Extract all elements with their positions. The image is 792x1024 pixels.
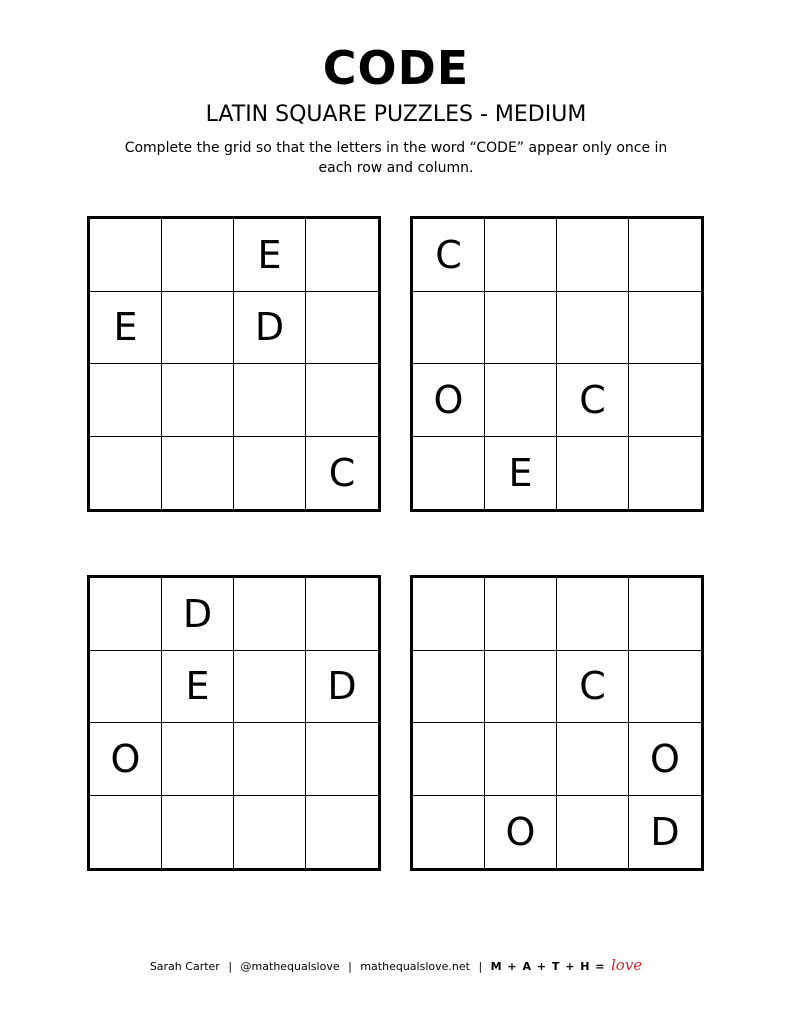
empty-cell[interactable] bbox=[629, 437, 701, 510]
empty-cell[interactable] bbox=[306, 723, 378, 796]
footer-brand-love-logo: love bbox=[611, 956, 643, 974]
empty-cell[interactable] bbox=[413, 796, 485, 869]
empty-cell[interactable] bbox=[306, 796, 378, 869]
footer-separator: | bbox=[228, 960, 233, 973]
empty-cell[interactable] bbox=[162, 796, 234, 869]
puzzle-grid-1 bbox=[87, 216, 381, 512]
empty-cell[interactable] bbox=[557, 437, 629, 510]
given-letter-cell: D bbox=[162, 578, 234, 651]
empty-cell[interactable] bbox=[413, 723, 485, 796]
empty-cell[interactable] bbox=[162, 437, 234, 510]
empty-cell[interactable] bbox=[234, 364, 306, 437]
empty-cell[interactable] bbox=[234, 437, 306, 510]
footer-website[interactable]: mathequalslove.net bbox=[360, 960, 470, 973]
empty-cell[interactable] bbox=[306, 578, 378, 651]
given-letter-cell: E bbox=[90, 292, 162, 365]
given-letter-cell: E bbox=[485, 437, 557, 510]
empty-cell[interactable] bbox=[306, 219, 378, 292]
empty-cell[interactable] bbox=[234, 651, 306, 724]
footer-separator: | bbox=[478, 960, 483, 973]
empty-cell[interactable] bbox=[485, 723, 557, 796]
empty-cell[interactable] bbox=[90, 437, 162, 510]
given-letter-cell: O bbox=[485, 796, 557, 869]
footer-handle[interactable]: @mathequalslove bbox=[240, 960, 340, 973]
given-letter-cell: D bbox=[306, 651, 378, 724]
empty-cell[interactable] bbox=[234, 723, 306, 796]
empty-cell[interactable] bbox=[90, 578, 162, 651]
empty-cell[interactable] bbox=[162, 723, 234, 796]
puzzle-grid-3 bbox=[87, 575, 381, 871]
empty-cell[interactable] bbox=[90, 796, 162, 869]
given-letter-cell: D bbox=[650, 809, 680, 854]
given-letter-cell: O bbox=[629, 723, 701, 796]
empty-cell[interactable] bbox=[162, 364, 234, 437]
empty-cell[interactable] bbox=[557, 219, 629, 292]
empty-cell[interactable] bbox=[485, 219, 557, 292]
given-letter-cell: E bbox=[234, 219, 306, 292]
empty-cell[interactable] bbox=[557, 723, 629, 796]
instructions: Complete the grid so that the letters in the word “CODE” appear only once in each row and column. bbox=[124, 140, 668, 176]
given-letter-cell: C bbox=[328, 450, 356, 495]
footer-separator: | bbox=[348, 960, 352, 973]
empty-cell[interactable] bbox=[413, 292, 485, 365]
given-letter-cell: E bbox=[162, 651, 234, 724]
empty-cell[interactable] bbox=[90, 651, 162, 724]
puzzle-grid-2 bbox=[410, 216, 704, 512]
empty-cell[interactable] bbox=[629, 219, 701, 292]
empty-cell[interactable] bbox=[485, 651, 557, 724]
empty-cell[interactable] bbox=[629, 651, 701, 724]
empty-cell[interactable] bbox=[90, 219, 162, 292]
empty-cell[interactable] bbox=[162, 292, 234, 365]
empty-cell[interactable] bbox=[485, 364, 557, 437]
puzzle-grid-4 bbox=[410, 575, 704, 871]
empty-cell[interactable] bbox=[90, 364, 162, 437]
empty-cell[interactable] bbox=[629, 578, 701, 651]
empty-cell[interactable] bbox=[413, 651, 485, 724]
given-letter-cell: C bbox=[557, 651, 629, 724]
empty-cell[interactable] bbox=[629, 292, 701, 365]
given-letter-cell: O bbox=[90, 723, 162, 796]
empty-cell[interactable] bbox=[162, 219, 234, 292]
empty-cell[interactable] bbox=[557, 292, 629, 365]
footer-author: Sarah Carter bbox=[149, 960, 220, 973]
empty-cell[interactable] bbox=[557, 796, 629, 869]
empty-cell[interactable] bbox=[234, 578, 306, 651]
empty-cell[interactable] bbox=[234, 796, 306, 869]
empty-cell[interactable] bbox=[306, 364, 378, 437]
given-letter-cell: D bbox=[234, 292, 306, 365]
footer bbox=[0, 956, 792, 976]
empty-cell[interactable] bbox=[306, 292, 378, 365]
empty-cell[interactable] bbox=[413, 578, 485, 651]
page-title: CODE bbox=[322, 41, 470, 95]
empty-cell[interactable] bbox=[485, 292, 557, 365]
given-letter-cell: C bbox=[557, 364, 629, 437]
page-subtitle: LATIN SQUARE PUZZLES - MEDIUM bbox=[205, 102, 587, 127]
empty-cell[interactable] bbox=[413, 437, 485, 510]
empty-cell[interactable] bbox=[485, 578, 557, 651]
empty-cell[interactable] bbox=[557, 578, 629, 651]
given-letter-cell: C bbox=[413, 219, 485, 292]
empty-cell[interactable] bbox=[629, 364, 701, 437]
footer-brand: M + A + T + H = bbox=[490, 960, 606, 973]
given-letter-cell: O bbox=[413, 364, 485, 437]
